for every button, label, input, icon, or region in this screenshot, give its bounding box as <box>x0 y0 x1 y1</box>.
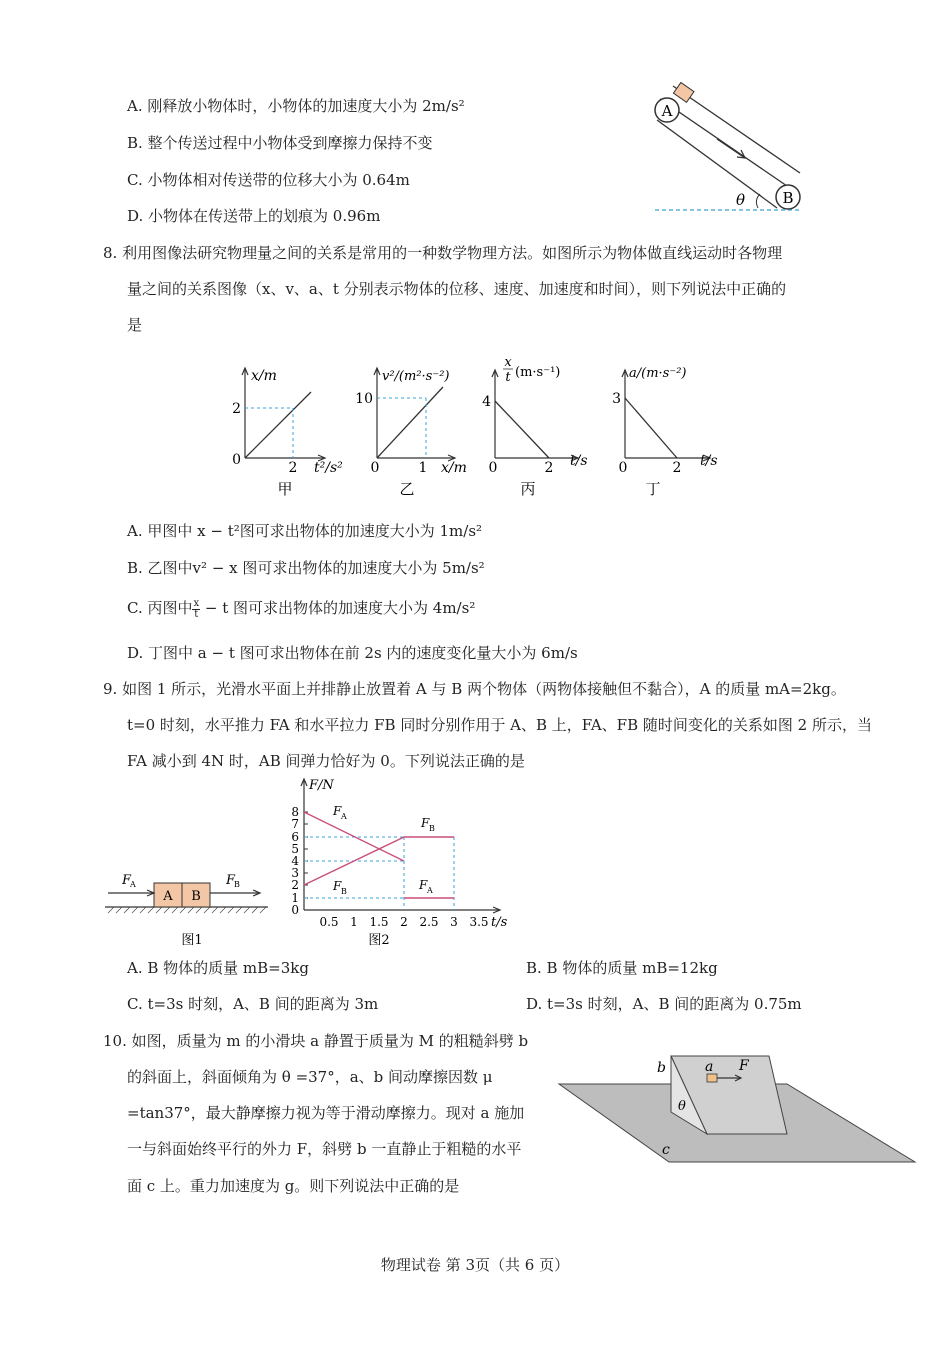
q8-option-c-suffix: − t 图可求出物体的加速度大小为 4m/s² <box>200 599 476 617</box>
fig2-ytick: 6 <box>291 830 299 844</box>
fig1-caption: 图1 <box>181 933 203 948</box>
q7-option-d: D. 小物体在传送带上的划痕为 0.96m <box>127 207 381 225</box>
q9-option-c: C. t=3s 时刻，A、B 间的距离为 3m <box>127 995 379 1013</box>
fig1-fa-sub: A <box>130 880 136 889</box>
fig2-ytick: 0 <box>291 903 299 917</box>
q8-option-c-fraction <box>192 599 200 620</box>
label-c: c <box>662 1142 670 1158</box>
graph-ding-name: 丁 <box>645 480 661 498</box>
q10-stem-line5: 面 c 上。重力加速度为 g。则下列说法中正确的是 <box>127 1177 460 1195</box>
graph-yi-name: 乙 <box>399 480 415 498</box>
fig1-fb-label: F <box>226 873 236 888</box>
q7-option-b: B. 整个传送过程中小物体受到摩擦力保持不变 <box>127 134 433 152</box>
fraction-numerator: x <box>193 597 200 609</box>
q8-option-b: B. 乙图中v² − x 图可求出物体的加速度大小为 5m/s² <box>127 559 485 577</box>
fig2-xtick: 1 <box>350 915 358 929</box>
q9-option-a: A. B 物体的质量 mB=3kg <box>127 959 309 977</box>
graph-bing-line <box>495 401 549 458</box>
graph-bing-ylabel-unit: (m·s⁻¹) <box>515 365 561 380</box>
graph-ding-xlabel: t/s <box>700 453 718 469</box>
fig2-xtick: 3 <box>450 915 458 929</box>
graph-yi-xtick: 1 <box>418 460 428 476</box>
graph-yi-origin: 0 <box>370 460 380 476</box>
q7-option-a: A. 刚释放小物体时，小物体的加速度大小为 2m/s² <box>127 97 465 115</box>
fig1-fb-sub: B <box>234 880 240 889</box>
q9-option-b: B. B 物体的质量 mB=12kg <box>526 959 718 977</box>
fig2-ytick: 1 <box>291 891 299 905</box>
q9-figure2-graph <box>280 773 520 951</box>
fig2-ytick: 5 <box>291 842 299 856</box>
graph-bing <box>478 355 608 502</box>
fig2-ytick: 8 <box>291 805 299 819</box>
q8-option-c <box>127 598 475 620</box>
q7-option-c: C. 小物体相对传送带的位移大小为 0.64m <box>127 171 410 189</box>
fig2-fa-sub: A <box>341 812 347 821</box>
q8-option-a: A. 甲图中 x − t²图可求出物体的加速度大小为 1m/s² <box>127 522 483 540</box>
fig1-fa-label: F <box>122 873 132 888</box>
q8-option-c-prefix: C. 丙图中 <box>127 599 193 617</box>
fraction-denominator: t <box>194 608 199 620</box>
graph-bing-ylabel-top: x <box>504 355 512 370</box>
graph-jia-line <box>245 392 311 458</box>
q10-stem-line3: =tan37°，最大静摩擦力视为等于滑动摩擦力。现对 a 施加 <box>127 1104 525 1122</box>
q8-stem-line3: 是 <box>127 316 143 334</box>
graph-yi-ylabel: v²/(m²·s⁻²) <box>382 369 450 384</box>
fig2-caption: 图2 <box>368 933 390 948</box>
block-b-label: B <box>191 889 201 904</box>
graph-bing-ylabel-bottom: t <box>505 370 511 385</box>
graph-ding-ytick: 3 <box>612 391 621 407</box>
graph-bing-ytick: 4 <box>482 394 491 410</box>
graph-ding-origin: 0 <box>618 460 628 476</box>
small-object <box>673 82 694 102</box>
graph-yi-xlabel: x/m <box>441 460 467 476</box>
graph-ding-xtick: 2 <box>672 460 682 476</box>
q9-option-d: D. t=3s 时刻，A、B 间的距离为 0.75m <box>526 995 802 1013</box>
fig2-xtick: 0.5 <box>319 915 339 929</box>
conveyor-belt-figure <box>640 82 820 217</box>
fig2-xtick: 1.5 <box>369 915 389 929</box>
q10-stem-line4: 一与斜面始终平行的外力 F，斜劈 b 一直静止于粗糙的水平 <box>127 1140 522 1158</box>
q8-stem-line1: 8. 利用图像法研究物理量之间的关系是常用的一种数学物理方法。如图所示为物体做直线运动时各物理 <box>103 244 783 262</box>
fig2-fa-label: F <box>333 804 342 818</box>
fig2-xtick: 2.5 <box>419 915 439 929</box>
q9-stem-line3: FA 减小到 4N 时，AB 间弹力恰好为 0。下列说法正确的是 <box>127 752 525 770</box>
graph-jia <box>225 362 355 502</box>
pulley-b-label: B <box>782 189 794 207</box>
graph-jia-xtick: 2 <box>288 460 298 476</box>
graph-bing-name: 丙 <box>520 480 536 498</box>
graph-jia-name: 甲 <box>277 480 293 498</box>
fig2-ytick: 7 <box>291 817 299 831</box>
fig2-xlabel: t/s <box>491 915 508 930</box>
fig2-ytick: 4 <box>291 854 299 868</box>
pulley-a-label: A <box>661 102 673 120</box>
belt-direction-arrow <box>717 139 745 158</box>
fig2-xtick: 3.5 <box>469 915 489 929</box>
angle-theta-label: θ <box>736 191 746 209</box>
graph-jia-origin: 0 <box>232 452 241 468</box>
label-f: F <box>739 1058 749 1074</box>
q8-stem-line2: 量之间的关系图像（x、v、a、t 分别表示物体的位移、速度、加速度和时间），则下列说法中正确的 <box>127 280 787 298</box>
fig2-ylabel: F/N <box>309 778 334 793</box>
fig2-fb-label-lower: F <box>333 879 342 893</box>
fig2-fb-sub-lower: B <box>341 887 347 896</box>
graph-ding-ylabel: a/(m·s⁻²) <box>629 366 687 381</box>
graph-ding <box>605 355 735 502</box>
fig2-ytick: 2 <box>291 878 299 892</box>
graph-bing-xlabel: t/s <box>570 453 588 469</box>
graph-ding-line <box>625 398 677 458</box>
q10-stem-line1: 10. 如图，质量为 m 的小滑块 a 静置于质量为 M 的粗糙斜劈 b <box>103 1032 529 1050</box>
fig2-fa-sub-lower: A <box>427 886 433 895</box>
fig2-fb-sub: B <box>429 824 435 833</box>
graph-jia-ytick: 2 <box>232 401 241 417</box>
q9-stem-line1: 9. 如图 1 所示，光滑水平面上并排静止放置着 A 与 B 两个物体（两物体接触但不黏合），A 的质量 mA=2kg。 <box>103 680 846 698</box>
page-footer: 物理试卷 第 3页（共 6 页） <box>380 1256 570 1274</box>
q9-figure1 <box>100 862 275 952</box>
fig2-fa-label-lower: F <box>419 878 428 892</box>
block-a-label: A <box>163 889 173 904</box>
q10-stem-line2: 的斜面上，斜面倾角为 θ =37°，a、b 间动摩擦因数 μ <box>127 1068 493 1086</box>
fig2-ytick: 3 <box>291 866 299 880</box>
graph-jia-xlabel: t²/s² <box>314 460 343 476</box>
wedge-figure <box>557 1048 919 1168</box>
graph-bing-xtick: 2 <box>544 460 554 476</box>
fig2-fb-label: F <box>421 816 430 830</box>
graph-yi-ytick: 10 <box>355 391 373 407</box>
fig2-xtick: 2 <box>400 915 408 929</box>
slider-a <box>707 1074 717 1082</box>
q8-option-d: D. 丁图中 a − t 图可求出物体在前 2s 内的速度变化量大小为 6m/s <box>127 644 578 662</box>
label-b: b <box>657 1060 666 1076</box>
graph-jia-ylabel: x/m <box>251 368 277 384</box>
label-a: a <box>705 1059 714 1075</box>
graph-bing-origin: 0 <box>488 460 498 476</box>
graph-yi <box>355 362 485 502</box>
label-theta: θ <box>678 1099 686 1114</box>
q9-stem-line2: t=0 时刻，水平推力 FA 和水平拉力 FB 同时分别作用于 A、B 上，FA、FB 随时间变化的关系如图 2 所示，当 <box>127 716 872 734</box>
